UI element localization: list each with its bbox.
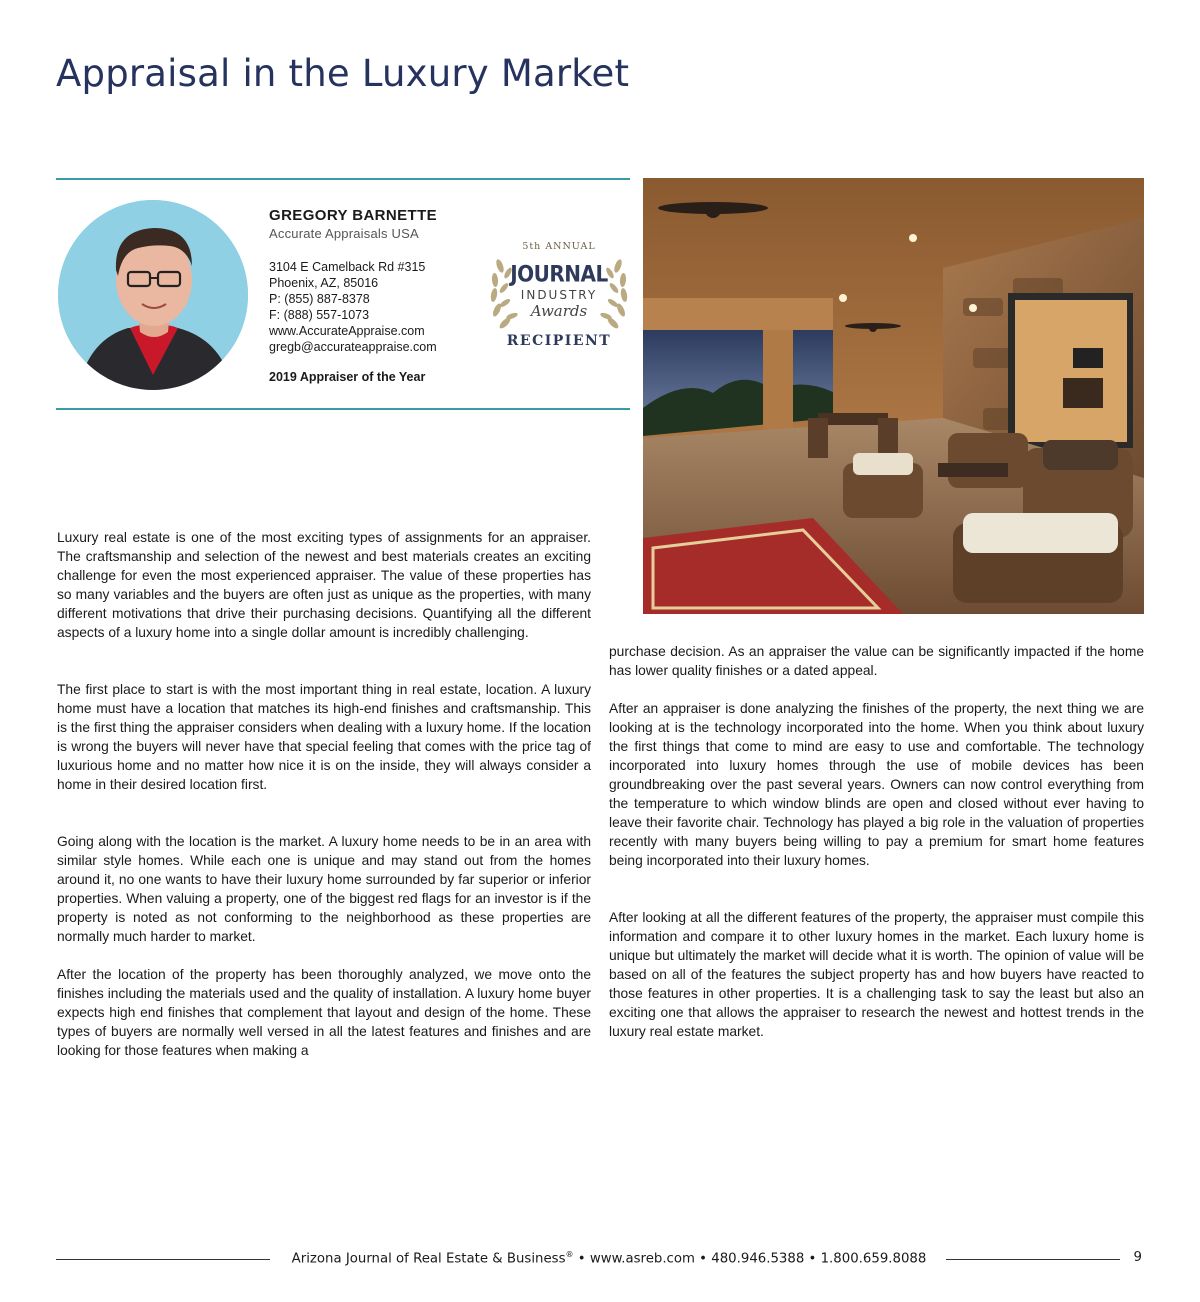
- author-headshot: [58, 200, 248, 390]
- top-divider: [56, 178, 630, 180]
- page-footer: [56, 1250, 1140, 1268]
- badge-industry: INDUSTRY: [520, 288, 598, 302]
- badge-annual: 5th ANNUAL: [522, 241, 596, 252]
- article-paragraph-5: purchase decision. As an appraiser the value can be significantly impacted if the home has lower quality finishes or a dated appeal.: [609, 644, 1144, 678]
- badge-recipient: RECIPIENT: [506, 333, 612, 349]
- article-paragraph-4: After the location of the property has been thoroughly analyzed, we move onto the finishes including the materials used and the quality of installation. A luxury home buyer expects high end finishes that complement that layout and design of the home. These types of buyers are normally well versed in all the latest features and finishes and are looking for those features when making a: [57, 967, 591, 1058]
- article-paragraph-6: After an appraiser is done analyzing the finishes of the property, the next thing we are looking at is the technology incorporated into the home. When you think about luxury the first things that come to mind are easy to use and comfortable. The technology incorporated into luxury homes through the use of mobile devices has been groundbreaking over the past several years. Owners can now control everything from the temperature to which window blinds are open and closed without ever having to leave their favorite chair. Technology has played a big role in the valuation of properties recently with many buyers being willing to pay a premium for smart home features being incorporated into their luxury homes.: [609, 701, 1144, 868]
- footer-publication-info: [278, 1250, 940, 1266]
- article-paragraph-2: The first place to start is with the most important thing in real estate, location. A luxury home must have a location that matches its high-end finishes and craftsmanship. This is the first thing the appraiser considers when dealing with a luxury home. If the location is wrong the buyers will never have that special feeling that comes with the price tag of luxurious home and no matter how nice it is on the inside, they will always consider a home in their desired location first.: [57, 682, 591, 792]
- website-link[interactable]: www.AccurateAppraise.com: [269, 324, 425, 338]
- article-paragraph-7: After looking at all the different features of the property, the appraiser must compile this information and compare it to other luxury homes in the market. Each luxury home is unique but ultimately the market will decide what it is worth. The opinion of value will be based on all of the features the subject property has and how buyers have reacted to those features in other properties. It is a challenging task to say the least but also an exciting one that allows the appraiser to research the newest and hottest trends in the luxury real estate market.: [609, 910, 1144, 1039]
- phone-number: P: (855) 887-8378: [269, 292, 370, 306]
- author-name: GREGORY BARNETTE: [269, 207, 438, 224]
- footer-contact-details: • www.asreb.com • 480.946.5388 • 1.800.659.8088: [573, 1251, 927, 1267]
- fax-number: F: (888) 557-1073: [269, 308, 370, 322]
- registered-mark: ®: [565, 1250, 574, 1259]
- journal-industry-awards-badge: [486, 240, 632, 356]
- email-link[interactable]: gregb@accurateappraise.com: [269, 340, 437, 354]
- footer-rule-left: [56, 1259, 270, 1260]
- article-paragraph-1: Luxury real estate is one of the most exciting types of assignments for an appraiser. The craftsmanship and selection of the newest and best materials creates an exciting challenge for even the most experienced appraiser. The value of these properties has so many variables and the buyers are often just as unique as the properties, with many different motivations that drive their purchasing decisions. Quantifying all the different aspects of a luxury home into a single dollar amount is incredibly challenging.: [57, 530, 591, 640]
- page-number: 9: [1133, 1250, 1142, 1265]
- article-paragraph-3: Going along with the location is the market. A luxury home needs to be in an area with similar style homes. While each one is unique and may stand out from the homes around it, no one wants to have their luxury home surrounded by far superior or inferior properties. When valuing a property, one of the biggest red flags for an investor is if the property is noted as not conforming to the neighborhood as these properties are normally much harder to market.: [57, 834, 591, 944]
- page-title: Appraisal in the Luxury Market: [56, 52, 630, 95]
- luxury-patio-photo: [643, 178, 1144, 614]
- address-line-2: Phoenix, AZ, 85016: [269, 276, 379, 290]
- author-contact-card: [269, 207, 489, 385]
- bottom-divider: [56, 408, 630, 410]
- badge-awards: Awards: [530, 302, 588, 320]
- badge-journal: JOURNAL: [510, 260, 608, 288]
- footer-rule-right: [946, 1259, 1120, 1260]
- address-line-1: 3104 E Camelback Rd #315: [269, 260, 426, 274]
- footer-publication-name: Arizona Journal of Real Estate & Business: [291, 1251, 566, 1267]
- award-title: 2019 Appraiser of the Year: [269, 370, 426, 384]
- author-company: Accurate Appraisals USA: [269, 226, 419, 241]
